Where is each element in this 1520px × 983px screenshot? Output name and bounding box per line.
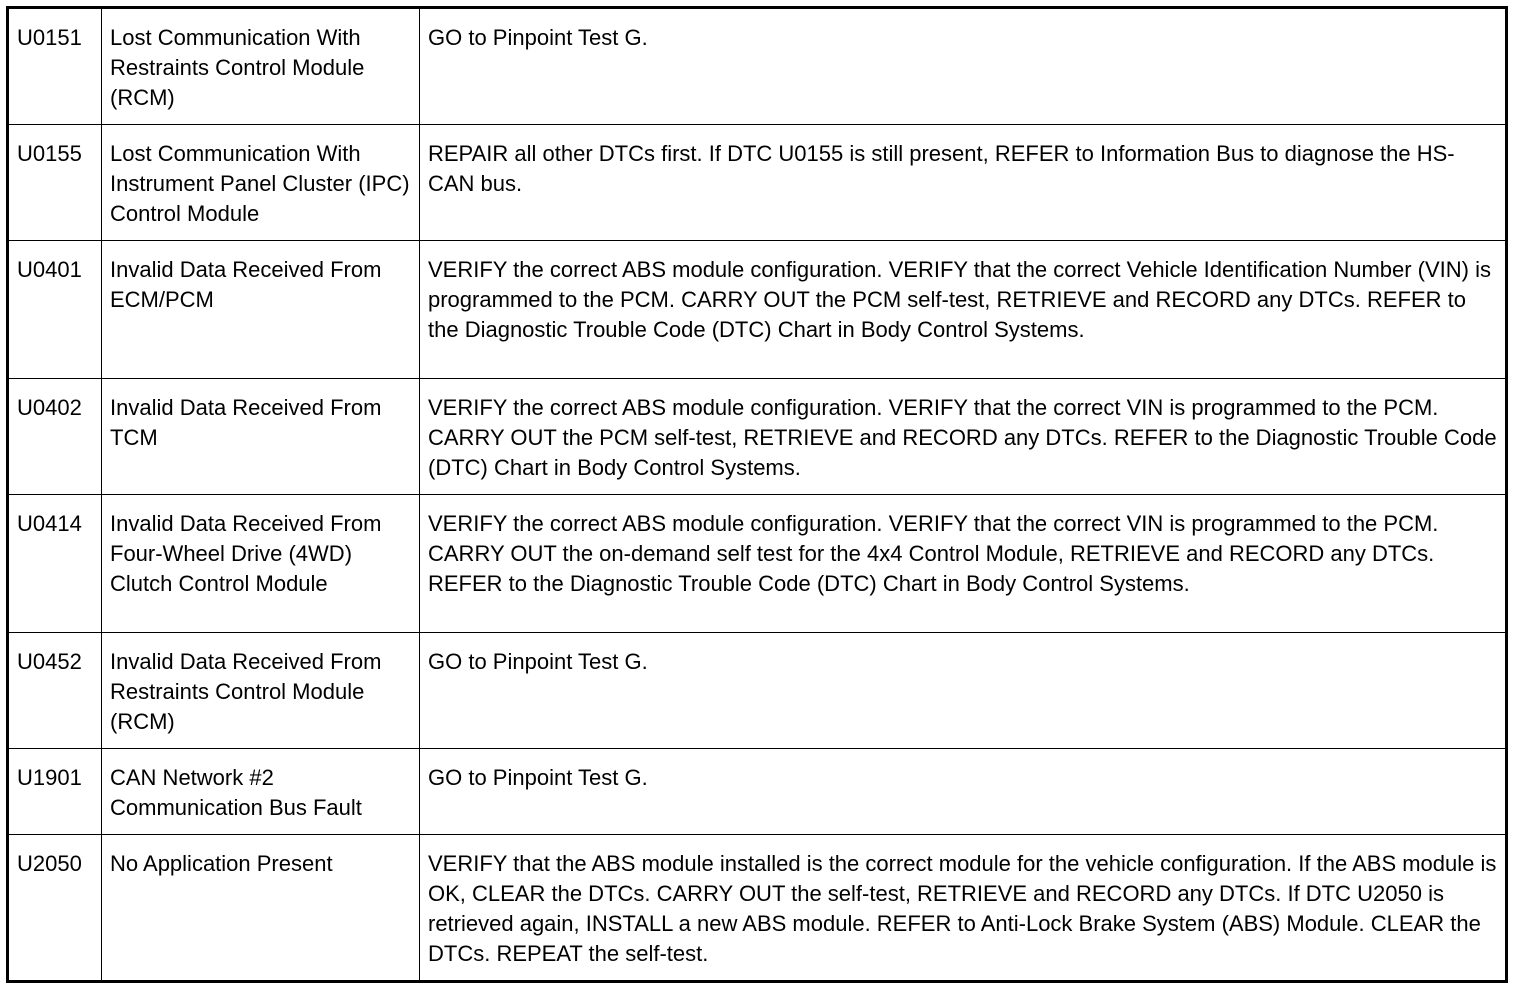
dtc-description: Lost Communication With Restraints Control Module (RCM) <box>102 8 420 125</box>
table-row <box>8 379 1507 495</box>
dtc-code: U1901 <box>8 749 102 835</box>
dtc-action: GO to Pinpoint Test G. <box>420 8 1507 125</box>
dtc-description: Invalid Data Received From TCM <box>102 379 420 495</box>
dtc-description: CAN Network #2 Communication Bus Fault <box>102 749 420 835</box>
dtc-description: Invalid Data Received From ECM/PCM <box>102 241 420 379</box>
dtc-description: Invalid Data Received From Restraints Control Module (RCM) <box>102 633 420 749</box>
table-row <box>8 125 1507 241</box>
dtc-code: U0401 <box>8 241 102 379</box>
dtc-code: U0151 <box>8 8 102 125</box>
dtc-description: Invalid Data Received From Four-Wheel Drive (4WD) Clutch Control Module <box>102 495 420 633</box>
dtc-action: VERIFY the correct ABS module configuration. VERIFY that the correct VIN is programmed to the PCM. CARRY OUT the PCM self-test, RETRIEVE and RECORD any DTCs. REFER to the Diagnostic Trouble Code (DTC) Chart in Body Control Systems. <box>420 379 1507 495</box>
dtc-action: GO to Pinpoint Test G. <box>420 749 1507 835</box>
dtc-description: Lost Communication With Instrument Panel Cluster (IPC) Control Module <box>102 125 420 241</box>
dtc-action: GO to Pinpoint Test G. <box>420 633 1507 749</box>
dtc-code: U2050 <box>8 835 102 982</box>
dtc-action: VERIFY the correct ABS module configuration. VERIFY that the correct Vehicle Identification Number (VIN) is programmed to the PCM. CARRY OUT the PCM self-test, RETRIEVE and RECORD any DTCs. REFER to the Diagnostic Trouble Code (DTC) Chart in Body Control Systems. <box>420 241 1507 379</box>
table-row <box>8 835 1507 982</box>
table-row <box>8 241 1507 379</box>
table-row <box>8 633 1507 749</box>
dtc-action: VERIFY that the ABS module installed is the correct module for the vehicle configuration. If the ABS module is OK, CLEAR the DTCs. CARRY OUT the self-test, RETRIEVE and RECORD any DTCs. If DTC U2050 is retrieved again, INSTALL a new ABS module. REFER to Anti-Lock Brake System (ABS) Module. CLEAR the DTCs. REPEAT the self-test. <box>420 835 1507 982</box>
dtc-table-body <box>8 8 1507 982</box>
dtc-description: No Application Present <box>102 835 420 982</box>
dtc-code: U0452 <box>8 633 102 749</box>
dtc-action: VERIFY the correct ABS module configuration. VERIFY that the correct VIN is programmed to the PCM. CARRY OUT the on-demand self test for the 4x4 Control Module, RETRIEVE and RECORD any DTCs. REFER to the Diagnostic Trouble Code (DTC) Chart in Body Control Systems. <box>420 495 1507 633</box>
dtc-code: U0414 <box>8 495 102 633</box>
dtc-code: U0402 <box>8 379 102 495</box>
dtc-code: U0155 <box>8 125 102 241</box>
dtc-table <box>6 6 1508 983</box>
table-row <box>8 749 1507 835</box>
table-row <box>8 495 1507 633</box>
table-row <box>8 8 1507 125</box>
dtc-action: REPAIR all other DTCs first. If DTC U0155 is still present, REFER to Information Bus to diagnose the HS-CAN bus. <box>420 125 1507 241</box>
